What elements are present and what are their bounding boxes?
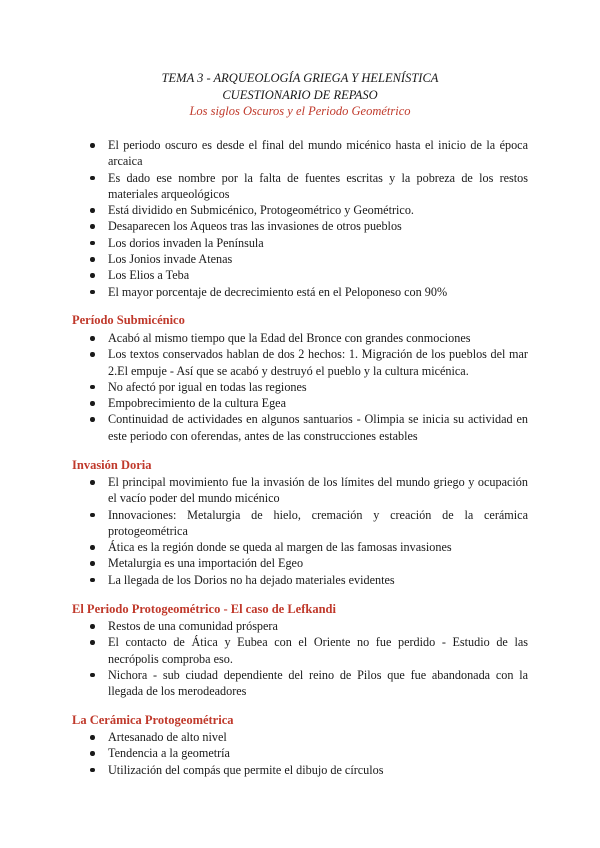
list-item: Los Jonios invade Atenas	[72, 251, 528, 267]
list-item: La llegada de los Dorios no ha dejado materiales evidentes	[72, 572, 528, 588]
header-topic: Los siglos Oscuros y el Periodo Geométrico	[189, 104, 411, 118]
list-item: Tendencia a la geometría	[72, 745, 528, 761]
section-title-ceramica: La Cerámica Protogeométrica	[72, 713, 234, 727]
list-item: Continuidad de actividades en algunos santuarios - Olimpia se inicia su actividad en este periodo con oferendas, antes de las construcciones estables	[72, 411, 528, 444]
list-item: El periodo oscuro es desde el final del mundo micénico hasta el inicio de la época arcaica	[72, 137, 528, 170]
list-item: Metalurgia es una importación del Egeo	[72, 555, 528, 571]
header-subtitle: CUESTIONARIO DE REPASO	[222, 87, 378, 102]
invasion-doria-list	[72, 474, 528, 588]
list-item: Desaparecen los Aqueos tras las invasiones de otros pueblos	[72, 218, 528, 234]
list-item: Los textos conservados hablan de dos 2 hechos: 1. Migración de los pueblos del mar 2.El empuje - Así que se acabó y destruyó el pueblo y la cultura micénica.	[72, 346, 528, 379]
list-item: Los dorios invaden la Península	[72, 235, 528, 251]
submicenico-list	[72, 330, 528, 444]
list-item: No afectó por igual en todas las regiones	[72, 379, 528, 395]
list-item: Utilización del compás que permite el dibujo de círculos	[72, 762, 528, 778]
section-title-protogeometrico: El Periodo Protogeométrico - El caso de Lefkandi	[72, 602, 336, 616]
list-item: Es dado ese nombre por la falta de fuentes escritas y la pobreza de los restos materiales arqueológicos	[72, 170, 528, 203]
list-item: Restos de una comunidad próspera	[72, 618, 528, 634]
list-item: El principal movimiento fue la invasión de los límites del mundo griego y ocupación el vacío poder del mundo micénico	[72, 474, 528, 507]
section-title-invasion-doria: Invasión Doria	[72, 458, 152, 472]
list-item: Nichora - sub ciudad dependiente del reino de Pilos que fue abandonada con la llegada de los merodeadores	[72, 667, 528, 700]
ceramica-list	[72, 729, 528, 778]
protogeometrico-list	[72, 618, 528, 699]
list-item: Innovaciones: Metalurgia de hielo, cremación y creación de la cerámica protogeométrica	[72, 507, 528, 540]
intro-list	[72, 137, 528, 300]
list-item: Los Elios a Teba	[72, 267, 528, 283]
list-item: Acabó al mismo tiempo que la Edad del Bronce con grandes conmociones	[72, 330, 528, 346]
list-item: El mayor porcentaje de decrecimiento está en el Peloponeso con 90%	[72, 284, 528, 300]
section-title-submicenico: Período Submicénico	[72, 313, 185, 327]
list-item: Ática es la región donde se queda al margen de las famosas invasiones	[72, 539, 528, 555]
list-item: Artesanado de alto nivel	[72, 729, 528, 745]
list-item: Empobrecimiento de la cultura Egea	[72, 395, 528, 411]
list-item: Está dividido en Submicénico, Protogeométrico y Geométrico.	[72, 202, 528, 218]
header-title: TEMA 3 - ARQUEOLOGÍA GRIEGA Y HELENÍSTICA	[161, 71, 439, 85]
document-header	[0, 70, 600, 120]
list-item: El contacto de Ática y Eubea con el Oriente no fue perdido - Estudio de las necrópolis comproba eso.	[72, 634, 528, 667]
